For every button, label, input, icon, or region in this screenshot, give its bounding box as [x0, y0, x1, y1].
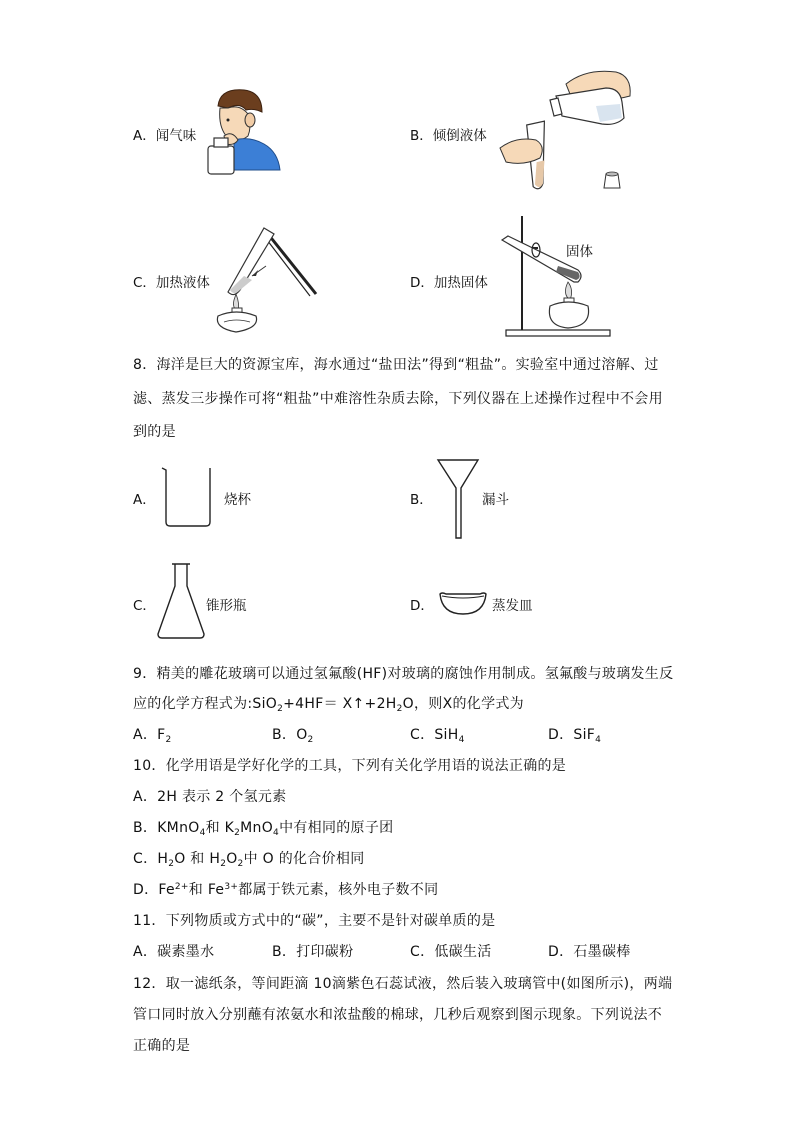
pouring-liquid-illustration — [496, 66, 636, 196]
smelling-gas-illustration — [204, 86, 284, 178]
solid-label: 固体 — [566, 244, 593, 260]
q10-option-b: B．KMnO$_4$和 $K_2MnO_4$中有相同的原子团 — [133, 820, 394, 838]
q7-option-a-label: A．闻气味 — [133, 128, 197, 144]
q8-option-d-letter: D． — [410, 598, 434, 614]
q8-option-c-letter: C． — [133, 598, 156, 614]
q9-option-d: D．SiF$_4$ — [548, 727, 602, 745]
heating-solid-illustration — [500, 210, 610, 340]
q8-option-c-name: 锥形瓶 — [206, 598, 247, 614]
q8-line-1: 8．海洋是巨大的资源宝库，海水通过“盐田法”得到“粗盐”。实验室中通过溶解、过 — [133, 357, 659, 373]
q10-option-c: C．$H_2O$ 和 $H_2O_2$中 O 的化合价相同 — [133, 851, 365, 869]
q12-line-1: 12．取一滤纸条，等间距滴 10滴紫色石蕊试液，然后装入玻璃管中(如图所示)，两端 — [133, 976, 673, 992]
q8-line-3: 到的是 — [133, 424, 176, 440]
q9-line-1: 9．精美的雕花玻璃可以通过氢氟酸(HF)对玻璃的腐蚀作用制成。氢氟酸与玻璃发生反 — [133, 666, 674, 682]
q9-line-2: 应的化学方程式为:SiO$_2$+4HF＝ $X↑+2H_2O$，则X的化学式为 — [133, 696, 524, 714]
q8-option-d-name: 蒸发皿 — [492, 598, 533, 614]
q12-line-3: 正确的是 — [133, 1038, 191, 1054]
q8-line-2: 滤、蒸发三步操作可将“粗盐”中难溶性杂质去除，下列仪器在上述操作过程中不会用 — [133, 391, 663, 407]
q12-line-2: 管口同时放入分别蘸有浓氨水和浓盐酸的棉球，几秒后观察到图示现象。下列说法不 — [133, 1007, 663, 1023]
q11-option-c: C．低碳生活 — [410, 944, 492, 960]
q8-option-b-name: 漏斗 — [482, 492, 509, 508]
evaporating-dish-icon — [438, 590, 488, 616]
beaker-icon — [160, 466, 216, 528]
funnel-icon — [436, 458, 480, 542]
q11-stem: 11．下列物质或方式中的“碳”，主要不是针对碳单质的是 — [133, 913, 496, 929]
q11-option-a: A．碳素墨水 — [133, 944, 215, 960]
q7-option-d-label: D．加热固体 — [410, 275, 488, 291]
q7-option-b-label: B．倾倒液体 — [410, 128, 487, 144]
q8-option-b-letter: B． — [410, 492, 433, 508]
conical-flask-icon — [156, 562, 206, 640]
heating-liquid-illustration — [206, 220, 322, 336]
q8-option-a-name: 烧杯 — [224, 492, 251, 508]
q11-option-d: D．石墨碳棒 — [548, 944, 631, 960]
q7-option-c-label: C．加热液体 — [133, 275, 210, 291]
q9-option-a: A．$F_2$ — [133, 727, 172, 745]
q10-stem: 10．化学用语是学好化学的工具，下列有关化学用语的说法正确的是 — [133, 758, 567, 774]
q9-option-c: C．SiH$_4$ — [410, 727, 465, 745]
q10-option-a: A．2H 表示 2 个氢元素 — [133, 789, 287, 805]
q9-option-b: B．$O_2$ — [272, 727, 314, 745]
q11-option-b: B．打印碳粉 — [272, 944, 354, 960]
q10-option-d: D．$Fe^{2+}$和 $Fe^{3+}$都属于铁元素，核外电子数不同 — [133, 882, 439, 898]
q8-option-a-letter: A． — [133, 492, 156, 508]
